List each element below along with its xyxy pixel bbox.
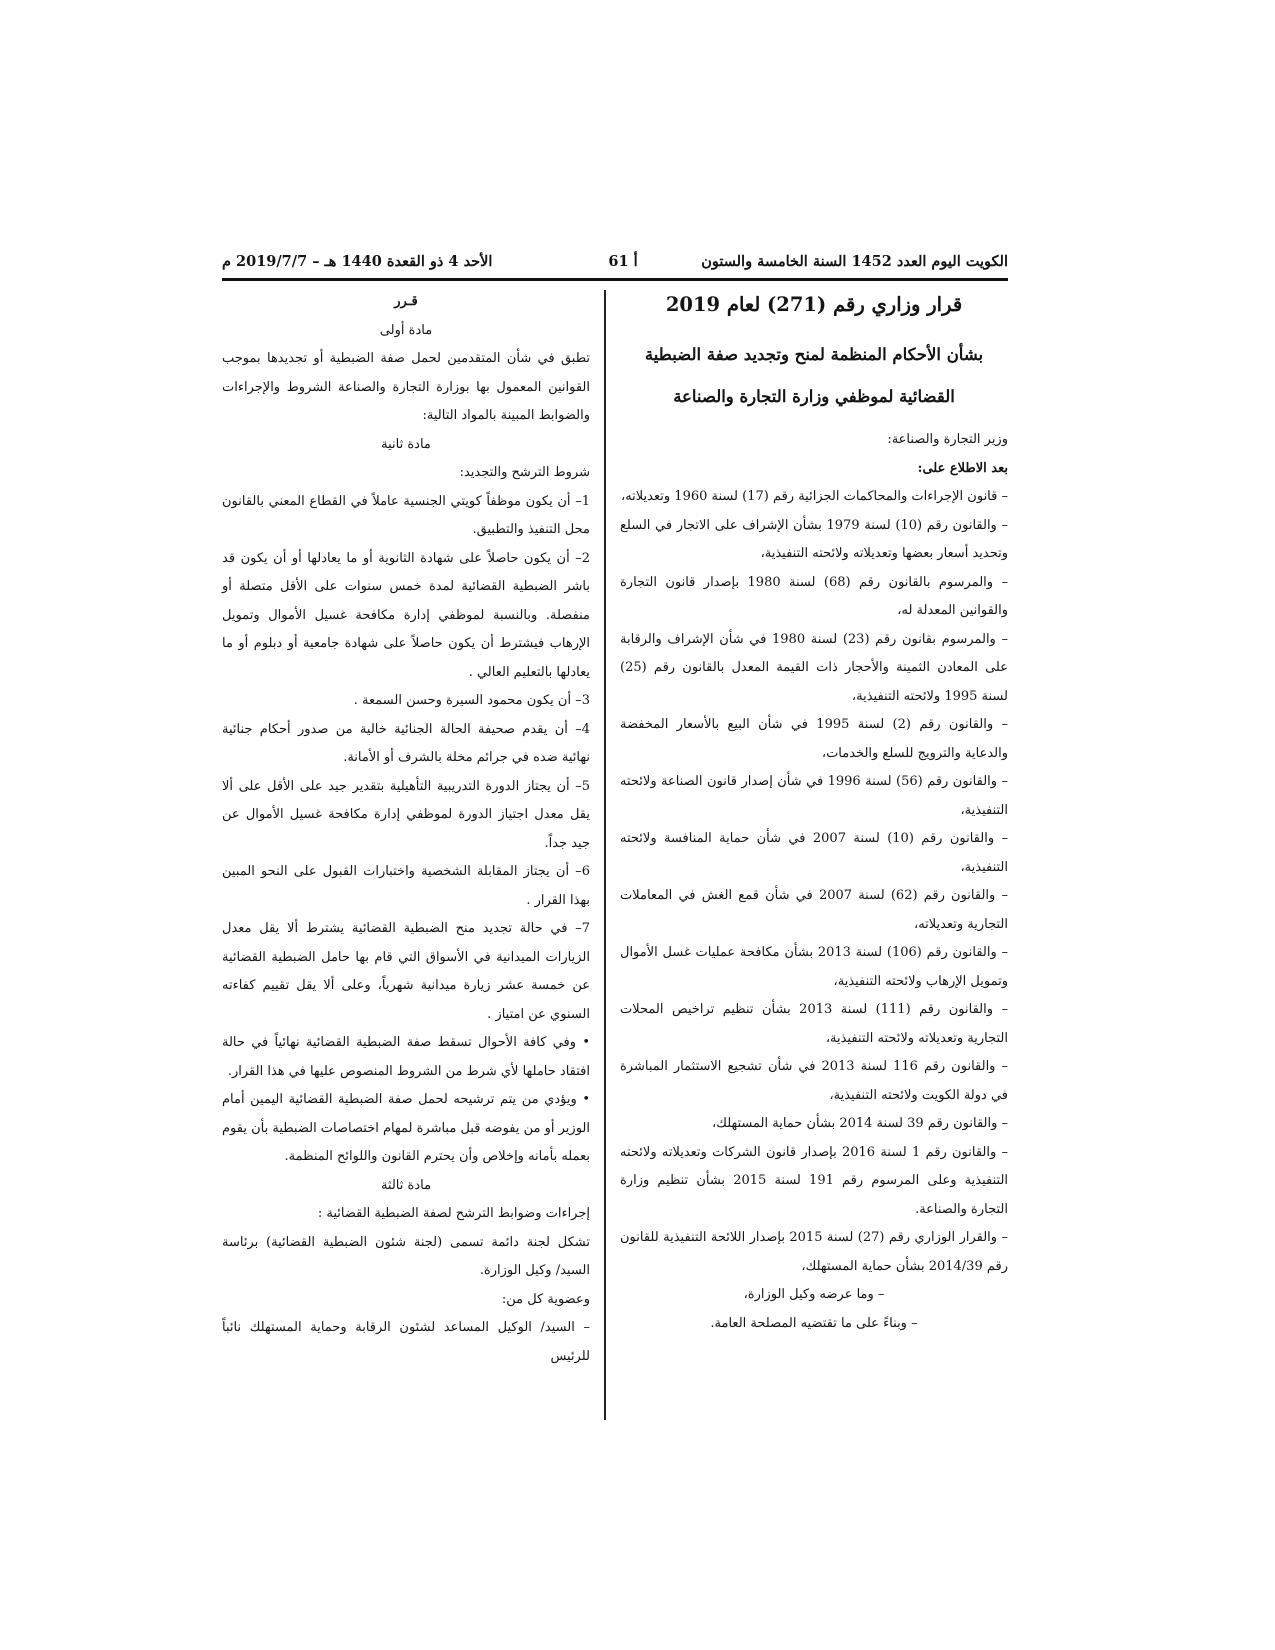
article-paragraph: • ويؤدي من يتم ترشيحه لحمل صفة الضبطية القضائية اليمين أمام الوزير أو من يفوضه قبل مباشرة لمهام اختصاصات الضبطية بأن يقوم بعمله بأمانه وإخلاص وأن يحترم القانون واللوائح المنظمة. [222,1092,590,1164]
article-paragraph: 6– أن يجتاز المقابلة الشخصية واختبارات القبول على النحو المبين بهذا القرار . [222,864,590,908]
article-paragraph: 2– أن يكون حاصلاً على شهادة الثانوية أو ما يعادلها أو أن يكون قد باشر الضبطية القضائية لمدة خمس سنوات على الأقل متصلة أو منفصلة. وبالنسبة لموظفي إدارة مكافحة غسيل الأموال وتمويل الإرهاب فيشترط أن يكون حاصلاً على شهادة جامعية أو دبلوم أو ما يعادلها بالتعليم العالي . [222,550,590,680]
preamble-item: – قانون الإجراءات والمحاكمات الجزائية رقم (17) لسنة 1960 وتعديلاته، [621,489,1008,504]
column-divider [604,290,606,1420]
articles-list [222,288,590,1371]
preamble-item: – والقانون رقم (2) لسنة 1995 في شأن البيع بالأسعار المخفضة والدعاية والترويج للسلع والخدمات، [620,717,1008,761]
header-rule [222,278,1008,281]
article-paragraph: مادة ثالثة [380,1177,432,1193]
article-paragraph: تطبق في شأن المتقدمين لحمل صفة الضبطية أو تجديدها بموجب القوانين المعمول بها بوزارة التجارة والصناعة الشروط والإجراءات والضوابط المبينة بالمواد التالية: [222,351,590,423]
article-paragraph: قـرر [394,294,418,309]
article-paragraph: مادة أولى [379,322,433,338]
left-column [222,288,590,1371]
article-paragraph: 1– أن يكون موظفاً كويتي الجنسية عاملاً في القطاع المعني بالقانون محل التنفيذ والتطبيق. [222,493,590,537]
preamble-item: – والقانون رقم (62) لسنة 2007 في شأن قمع الغش في المعاملات التجارية وتعديلاته، [620,888,1008,932]
article-paragraph: شروط الترشح والتجديد: [459,465,590,480]
article-paragraph: • وفي كافة الأحوال تسقط صفة الضبطية القضائية نهائياً في حالة افتقاد حاملها لأي شرط من الشروط المنصوص عليها في هذا القرار. [222,1035,590,1079]
right-column [620,288,1008,1338]
header-issue: الكويت اليوم العدد 1452 السنة الخامسة والستون [701,253,1008,270]
preamble-item: – وبناءً على ما تقتضيه المصلحة العامة. [710,1315,918,1331]
decree-subtitle: بشأن الأحكام المنظمة لمنح وتجديد صفة الضبطية القضائية لموظفي وزارة التجارة والصناعة [644,345,984,406]
preamble-item: – والقانون رقم 39 لسنة 2014 بشأن حماية المستهلك، [712,1116,1008,1131]
preamble-item: – والقانون رقم (111) لسنة 2013 بشأن تنظيم تراخيص المحلات التجارية وتعديلاته ولائحته التنفيذية، [620,1002,1008,1046]
preamble-item: – والقرار الوزاري رقم (27) لسنة 2015 بإصدار اللائحة التنفيذية للقانون رقم 2014/39 بشأن حماية المستهلك، [620,1230,1008,1274]
article-paragraph: 4– أن يقدم صحيفة الحالة الجنائية خالية من صدور أحكام جنائية نهائية ضده في جرائم مخلة بالشرف أو الأمانة. [222,721,590,765]
preamble-item: – والقانون رقم (106) لسنة 2013 بشأن مكافحة عمليات غسل الأموال وتمويل الإرهاب ولائحته التنفيذية، [620,945,1008,989]
preamble-item: – والقانون رقم 1 لسنة 2016 بإصدار قانون الشركات وتعديلاته ولائحته التنفيذية وعلى المرسوم رقم 191 لسنة 2015 بشأن تنظيم وزارة التجارة والصناعة. [620,1144,1009,1217]
page-header [222,250,1008,278]
preamble-list [620,426,1008,1338]
article-paragraph: 7– في حالة تجديد منح الضبطية القضائية يشترط ألا يقل معدل الزيارات الميدانية في الأسواق التي قام بها حامل الضبطية القضائية عن خمسة عشر زيارة ميدانية شهرياً، وعلى ألا يقل تقييم كفاءته السنوي عن امتياز . [222,921,590,1022]
article-paragraph: مادة ثانية [381,436,431,452]
preamble-item: وزير التجارة والصناعة: [887,432,1008,447]
preamble-item: – والقانون رقم (10) لسنة 2007 في شأن حماية المنافسة ولائحته التنفيذية، [620,831,1008,875]
preamble-item: – والمرسوم بقانون رقم (23) لسنة 1980 في شأن الإشراف والرقابة على المعادن الثمينة والأحجار ذات القيمة المعدل بالقانون رقم (25) لسنة 1995 ولائحته التنفيذية، [620,631,1008,704]
preamble-item: – والقانون رقم (10) لسنة 1979 بشأن الإشراف على الاتجار في السلع وتحديد أسعار بعضها وتعديلاته ولائحته التنفيذية، [620,517,1008,561]
article-paragraph: تشكل لجنة دائمة تسمى (لجنة شئون الضبطية القضائية) برئاسة السيد/ وكيل الوزارة. [222,1234,590,1278]
preamble-item: – والمرسوم بالقانون رقم (68) لسنة 1980 بإصدار قانون التجارة والقوانين المعدلة له، [620,574,1008,618]
article-paragraph: وعضوية كل من: [501,1291,590,1307]
article-paragraph: إجراءات وضوابط الترشح لصفة الضبطية القضائية : [317,1206,590,1221]
article-paragraph: 3– أن يكون محمود السيرة وحسن السمعة . [353,693,590,708]
header-page-number: أ 61 [608,253,638,270]
decree-title: قرار وزاري رقم (271) لعام 2019 [665,293,963,316]
preamble-item: – وما عرضه وكيل الوزارة، [743,1287,885,1302]
preamble-item: – والقانون رقم 116 لسنة 2013 في شأن تشجيع الاستثمار المباشرة في دولة الكويت ولائحته التنفيذية، [620,1059,1008,1103]
preamble-item: بعد الاطلاع على: [917,460,1008,476]
article-paragraph: – السيد/ الوكيل المساعد لشئون الرقابة وحماية المستهلك نائباً للرئيس [222,1320,590,1364]
article-paragraph: 5– أن يجتاز الدورة التدريبية التأهيلية بتقدير جيد على الأقل على ألا يقل معدل اجتياز الدورة لموظفي إدارة مكافحة غسيل الأموال عن جيد جداً. [222,778,590,851]
preamble-item: – والقانون رقم (56) لسنة 1996 في شأن إصدار قانون الصناعة ولائحته التنفيذية، [620,774,1008,818]
header-date: الأحد 4 ذو القعدة 1440 هـ – 2019/7/7 م [222,253,493,270]
